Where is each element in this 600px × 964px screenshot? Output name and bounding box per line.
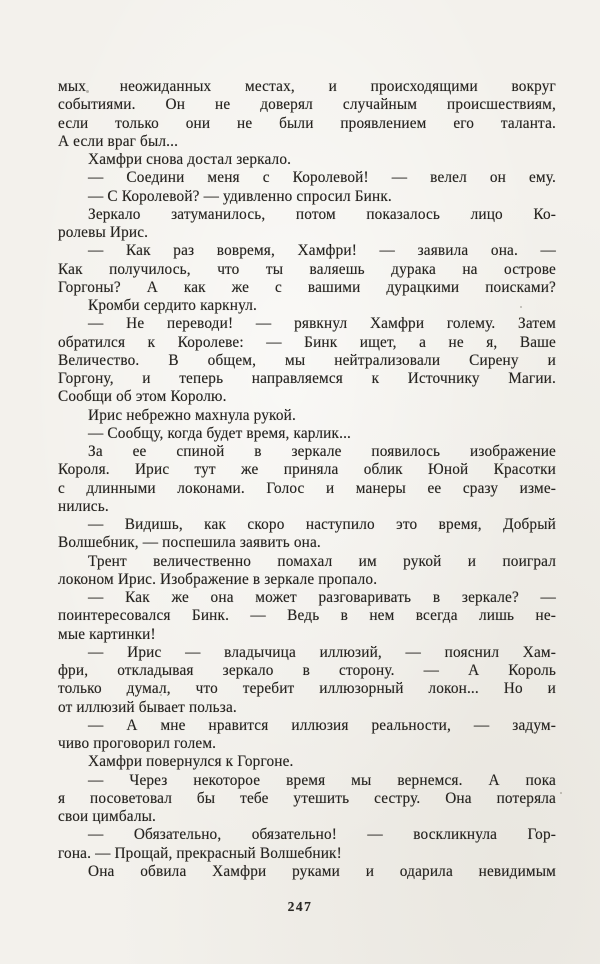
text-line: Хамфри снова достал зеркало. [88, 151, 292, 168]
text-block [58, 78, 556, 881]
text-line: обратился к Королеве: — Бинк ищет, а не я, Ваше [58, 333, 556, 351]
scan-speck [520, 306, 522, 308]
text-line: только думал, что теребит иллюзорный локон... Но и [58, 680, 556, 698]
text-line: А если враг был... [58, 132, 179, 150]
text-line: чиво проговорил голем. [58, 735, 217, 752]
text-line: — Не переводи! — рявкнул Хамфри голему. Затем [88, 315, 556, 333]
text-line: — Соедини меня с Королевой! — велел он ему. [88, 169, 556, 187]
text-line: Горгоны? А как же с вашими дурацкими поисками? [58, 278, 556, 296]
text-line: Зеркало затуманилось, потом показалось лицо Ко- [88, 205, 556, 223]
text-line: мые картинки! [58, 625, 156, 643]
text-line: Волшебник, — поспешила заявить она. [58, 534, 321, 552]
text-line: фри, откладывая зеркало в сторону. — А Король [58, 662, 556, 679]
scan-speck [160, 694, 162, 696]
text-line: Трент величественно помахал им рукой и поиграл [88, 552, 556, 570]
text-line: — Как же она может разговаривать в зеркале? — [88, 589, 556, 606]
text-line: — А мне нравится иллюзия реальности, — задум- [88, 716, 556, 734]
page-number: 247 [287, 899, 313, 914]
text-line: — Видишь, как скоро наступило это время, Добрый [88, 516, 556, 533]
text-line: нились. [58, 497, 109, 515]
text-line: Она обвила Хамфри руками и одарила невидимым [88, 862, 556, 880]
text-line: — Как раз вовремя, Хамфри! — заявила она. — [88, 242, 556, 260]
text-line: — Сообщу, когда будет время, карлик... [88, 424, 352, 442]
text-line: Сообщи об этом Королю. [58, 388, 227, 406]
text-line: мых неожиданных местах, и происходящими вокруг [58, 78, 556, 95]
text-line: Величество. В общем, мы нейтрализовали Сирену и [58, 351, 556, 369]
scan-speck [560, 792, 562, 794]
text-line: За ее спиной в зеркале появилось изображение [88, 443, 556, 460]
text-line: я посоветовал бы тебе утешить сестру. Она потеряла [58, 789, 556, 807]
text-line: с длинными локонами. Голос и манеры ее сразу изме- [58, 479, 556, 497]
text-line: Хамфри повернулся к Горгоне. [88, 753, 294, 771]
text-line: — Ирис — владычица иллюзий, — пояснил Хам- [88, 643, 556, 661]
text-line: Короля. Ирис тут же приняла облик Юной Красотки [58, 461, 556, 479]
text-line: — Через некоторое время мы вернемся. А пока [88, 771, 556, 789]
text-line: от иллюзий бывает польза. [58, 698, 237, 716]
text-line: если только они не были проявлением его таланта. [58, 114, 556, 132]
scan-speck [548, 120, 550, 122]
text-line: свои цимбалы. [58, 808, 157, 825]
text-line: Горгону, и теперь направляемся к Источнику Магии. [58, 370, 556, 387]
text-line: ролевы Ирис. [58, 224, 149, 241]
text-line: Кромби сердито каркнул. [88, 297, 257, 314]
text-line: гона. — Прощай, прекрасный Волшебник! [58, 844, 342, 862]
text-line: локоном Ирис. Изображение в зеркале пропало. [58, 570, 378, 588]
text-line: — Обязательно, обязательно! — воскликнула Гор- [88, 826, 556, 844]
text-line: Ирис небрежно махнула рукой. [88, 406, 296, 424]
text-line: Как получилось, что ты валяешь дурака на острове [58, 260, 556, 278]
text-line: поинтересовался Бинк. — Ведь в нем всегда лишь не- [58, 607, 556, 625]
scan-speck [86, 90, 89, 93]
text-line: — С Королевой? — удивленно спросил Бинк. [88, 187, 392, 205]
text-line: событиями. Он не доверял случайным происшествиям, [58, 96, 556, 114]
